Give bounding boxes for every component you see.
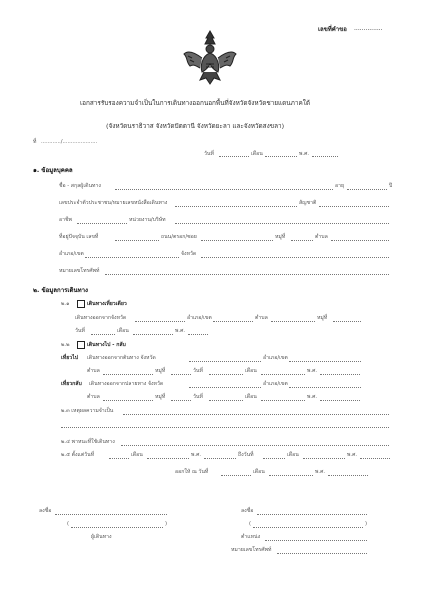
amphoe-label: อำเภอ/เขต bbox=[59, 251, 84, 257]
one-way-moo-field[interactable] bbox=[333, 321, 361, 322]
one-way-checkbox[interactable] bbox=[77, 300, 85, 308]
occupation-field[interactable] bbox=[77, 223, 127, 224]
outbound-tambon-label: ตำบล bbox=[87, 368, 100, 374]
vehicle-label: ๒.๔ พาหนะที่ใช้เดินทาง bbox=[61, 439, 115, 445]
ref-blank: ............/..................... bbox=[41, 139, 98, 145]
traveler-paren-close: ) bbox=[165, 521, 168, 527]
item21-number: ๒.๑ bbox=[61, 301, 70, 307]
one-way-tambon-label: ตำบล bbox=[255, 315, 268, 321]
province-label: จังหวัด bbox=[181, 251, 197, 257]
road-field[interactable] bbox=[201, 240, 273, 241]
one-way-amphoe-field[interactable] bbox=[213, 321, 253, 322]
officer-name-field[interactable] bbox=[253, 527, 363, 528]
nationality-field[interactable] bbox=[319, 206, 389, 207]
date-year-field[interactable] bbox=[312, 156, 338, 157]
return-year-label: พ.ศ. bbox=[307, 394, 318, 400]
period-until-year-label: พ.ศ. bbox=[347, 452, 358, 458]
section1-heading: ๑. ข้อมูลบุคคล bbox=[33, 167, 73, 174]
outbound-month-field[interactable] bbox=[261, 374, 305, 375]
id-number-field[interactable] bbox=[175, 206, 297, 207]
issued-label: ออกให้ ณ วันที่ bbox=[175, 469, 209, 475]
reason-field-1[interactable] bbox=[123, 414, 389, 415]
workplace-label: หน่วยงาน/บริษัท bbox=[129, 217, 166, 223]
date-month-label: เดือน bbox=[251, 151, 263, 157]
period-from-year-label: พ.ศ. bbox=[191, 452, 202, 458]
outbound-amphoe-label: อำเภอ/เขต bbox=[263, 355, 288, 361]
period-until-label: ถึงวันที่ bbox=[238, 452, 254, 458]
tambon-label: ตำบล bbox=[315, 234, 328, 240]
return-amphoe-field[interactable] bbox=[289, 387, 361, 388]
outbound-day-label: วันที่ bbox=[193, 368, 203, 374]
traveler-role-label: ผู้เดินทาง bbox=[91, 534, 112, 540]
outbound-moo-label: หมู่ที่ bbox=[155, 368, 166, 374]
return-amphoe-label: อำเภอ/เขต bbox=[263, 381, 288, 387]
one-way-year-label: พ.ศ. bbox=[175, 328, 186, 334]
return-month-field[interactable] bbox=[261, 400, 305, 401]
one-way-amphoe-label: อำเภอ/เขต bbox=[187, 315, 212, 321]
round-trip-checkbox[interactable] bbox=[77, 341, 85, 349]
outbound-year-field[interactable] bbox=[320, 374, 360, 375]
period-until-month-field[interactable] bbox=[303, 458, 345, 459]
garuda-seal-icon bbox=[182, 28, 238, 86]
ref-label: ที่ bbox=[33, 139, 37, 145]
request-number-label: เลขที่คำขอ bbox=[318, 26, 347, 33]
age-unit: ปี bbox=[389, 183, 393, 189]
outbound-month-label: เดือน bbox=[245, 368, 257, 374]
one-way-year-field[interactable] bbox=[188, 334, 208, 335]
period-from-month-field[interactable] bbox=[147, 458, 189, 459]
traveler-paren-open: ( bbox=[67, 521, 70, 527]
officer-paren-open: ( bbox=[249, 521, 252, 527]
officer-sign-field[interactable] bbox=[257, 514, 367, 515]
one-way-label: เดินทางเที่ยวเดียว bbox=[87, 301, 127, 307]
round-trip-label: เดินทางไป - กลับ bbox=[87, 342, 126, 348]
period-until-day-field[interactable] bbox=[263, 458, 285, 459]
reason-field-2[interactable] bbox=[61, 427, 389, 428]
period-from-year-field[interactable] bbox=[204, 458, 236, 459]
date-day-field[interactable] bbox=[219, 156, 249, 157]
one-way-moo-label: หมู่ที่ bbox=[317, 315, 328, 321]
phone-label: หมายเลขโทรศัพท์ bbox=[59, 268, 100, 274]
workplace-field[interactable] bbox=[175, 223, 389, 224]
outbound-moo-field[interactable] bbox=[171, 374, 191, 375]
one-way-from-field[interactable] bbox=[135, 321, 185, 322]
return-moo-field[interactable] bbox=[171, 400, 191, 401]
issued-month-field[interactable] bbox=[269, 475, 313, 476]
return-day-field[interactable] bbox=[209, 400, 243, 401]
name-label: ชื่อ - สกุลผู้เดินทาง bbox=[59, 183, 101, 189]
return-month-label: เดือน bbox=[245, 394, 257, 400]
officer-sign-label: ลงชื่อ bbox=[241, 508, 254, 514]
period-from-day-field[interactable] bbox=[109, 458, 129, 459]
vehicle-field[interactable] bbox=[121, 445, 389, 446]
issued-year-label: พ.ศ. bbox=[315, 469, 326, 475]
address-label: ที่อยู่ปัจจุบัน เลขที่ bbox=[59, 234, 99, 240]
section2-heading: ๒. ข้อมูลการเดินทาง bbox=[33, 287, 89, 294]
moo-label: หมู่ที่ bbox=[275, 234, 286, 240]
date-month-field[interactable] bbox=[265, 156, 297, 157]
one-way-day-field[interactable] bbox=[91, 334, 115, 335]
item22-number: ๒.๒ bbox=[61, 342, 70, 348]
reason-label: ๒.๓ เหตุผลความจำเป็น bbox=[61, 408, 114, 414]
period-until-month-label: เดือน bbox=[287, 452, 299, 458]
occupation-label: อาชีพ bbox=[59, 217, 72, 223]
age-label: อายุ bbox=[335, 183, 345, 189]
request-number-blank: ............... bbox=[354, 25, 383, 32]
name-field[interactable] bbox=[115, 189, 333, 190]
amphoe-field[interactable] bbox=[85, 257, 179, 258]
return-text: เดินทางออกจากปลายทาง จังหวัด bbox=[89, 381, 164, 387]
issued-day-field[interactable] bbox=[221, 475, 251, 476]
return-label: เที่ยวกลับ bbox=[61, 381, 82, 387]
outbound-text: เดินทางออกจากต้นทาง จังหวัด bbox=[87, 355, 156, 361]
traveler-name-field[interactable] bbox=[71, 527, 163, 528]
issued-month-label: เดือน bbox=[253, 469, 265, 475]
return-year-field[interactable] bbox=[320, 400, 360, 401]
document-title-line2: (จังหวัดนราธิวาส จังหวัดปัตตานี จังหวัดยะลา และจังหวัดสงขลา) bbox=[106, 122, 285, 130]
id-number-label: เลขประจำตัวประชาชน/หมายเลขหนังสือเดินทาง bbox=[59, 200, 168, 206]
officer-position-field[interactable] bbox=[265, 540, 367, 541]
date-year-label: พ.ศ. bbox=[299, 151, 310, 157]
outbound-year-label: พ.ศ. bbox=[307, 368, 318, 374]
return-moo-label: หมู่ที่ bbox=[155, 394, 166, 400]
return-province-field[interactable] bbox=[189, 387, 261, 388]
outbound-tambon-field[interactable] bbox=[103, 374, 153, 375]
officer-position-label: ตำแหน่ง bbox=[241, 534, 261, 540]
nationality-label: สัญชาติ bbox=[299, 200, 317, 206]
tambon-field[interactable] bbox=[331, 240, 389, 241]
outbound-province-field[interactable] bbox=[189, 361, 261, 362]
period-from-label: ๒.๕ ตั้งแต่วันที่ bbox=[61, 452, 95, 458]
return-tambon-field[interactable] bbox=[103, 400, 153, 401]
one-way-tambon-field[interactable] bbox=[271, 321, 315, 322]
province-field[interactable] bbox=[201, 257, 389, 258]
return-day-label: วันที่ bbox=[193, 394, 203, 400]
one-way-month-label: เดือน bbox=[117, 328, 129, 334]
outbound-day-field[interactable] bbox=[209, 374, 243, 375]
phone-field[interactable] bbox=[105, 274, 389, 275]
address-field[interactable] bbox=[115, 240, 159, 241]
outbound-label: เที่ยวไป bbox=[61, 355, 79, 361]
age-field[interactable] bbox=[347, 189, 387, 190]
return-tambon-label: ตำบล bbox=[87, 394, 100, 400]
officer-phone-field[interactable] bbox=[277, 553, 367, 554]
traveler-sign-field[interactable] bbox=[55, 514, 167, 515]
document-title-line1: เอกสารรับรองความจำเป็นในการเดินทางออกนอกพื้นที่จังหวัดจังหวัดชายแดนภาคใต้ bbox=[80, 99, 311, 107]
period-from-month-label: เดือน bbox=[131, 452, 143, 458]
date-day-label: วันที่ bbox=[204, 151, 214, 157]
period-until-year-field[interactable] bbox=[360, 458, 390, 459]
one-way-from-label: เดินทางออกจากจังหวัด bbox=[75, 315, 127, 321]
outbound-amphoe-field[interactable] bbox=[289, 361, 361, 362]
one-way-month-field[interactable] bbox=[133, 334, 173, 335]
one-way-day-label: วันที่ bbox=[75, 328, 85, 334]
officer-phone-label: หมายเลขโทรศัพท์ bbox=[231, 547, 272, 553]
officer-paren-close: ) bbox=[365, 521, 368, 527]
traveler-sign-label: ลงชื่อ bbox=[39, 508, 52, 514]
issued-year-field[interactable] bbox=[328, 475, 368, 476]
road-label: ถนน/ตรอก/ซอย bbox=[161, 234, 197, 240]
moo-field[interactable] bbox=[291, 240, 313, 241]
